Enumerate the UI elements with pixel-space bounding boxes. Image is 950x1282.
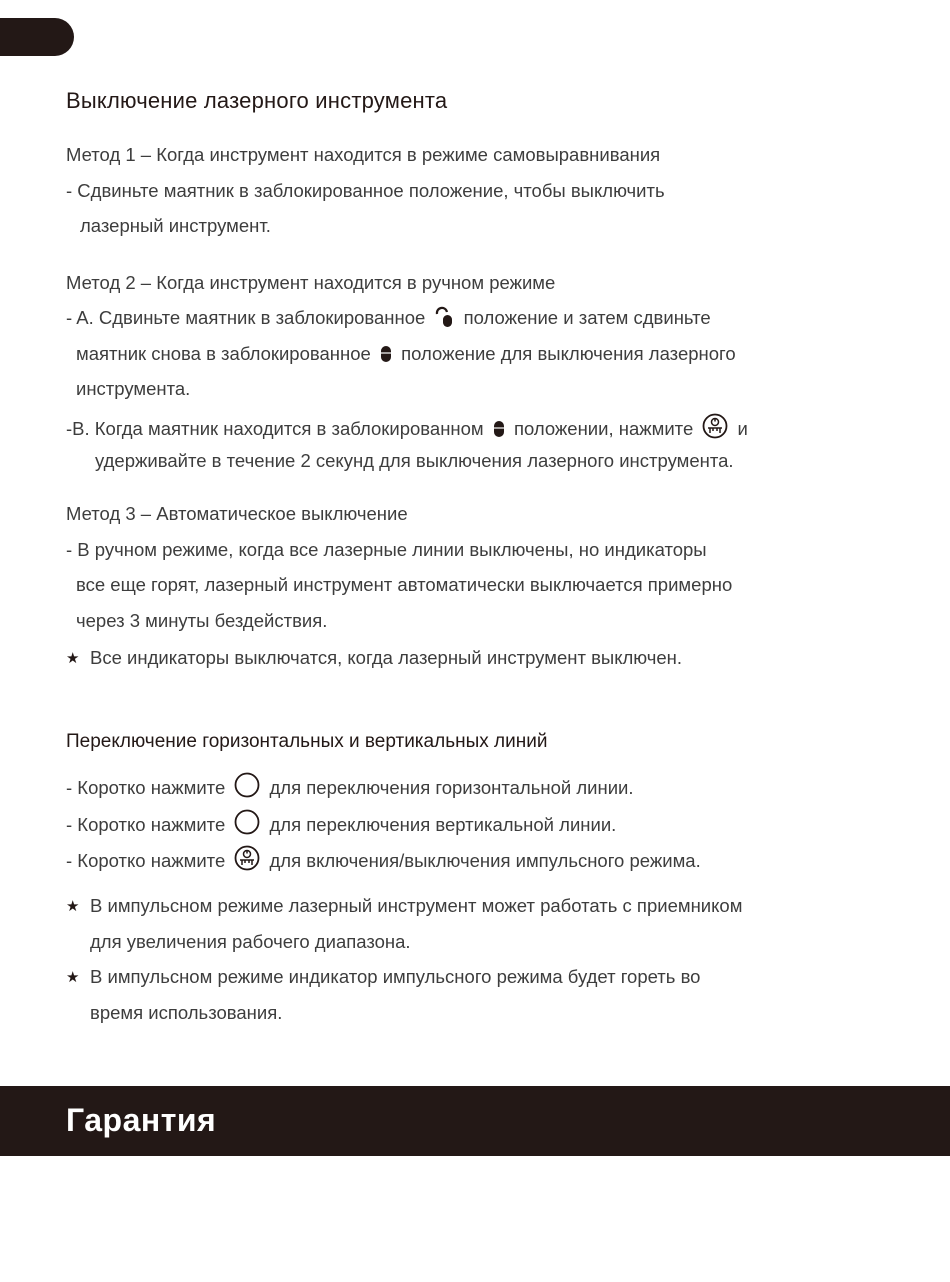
switch-note2-text: В импульсном режиме индикатор импульсного режима будет гореть во bbox=[90, 966, 701, 987]
page-tab-marker bbox=[0, 18, 74, 56]
switch-note2-line1 bbox=[66, 965, 700, 990]
circle-button-icon bbox=[234, 809, 260, 841]
method3-note-text: Все индикаторы выключатся, когда лазерный инструмент выключен. bbox=[90, 647, 683, 668]
method2-b-line1-mid: положении, нажмите bbox=[513, 418, 694, 439]
pulse-button-icon bbox=[702, 413, 728, 445]
method2-a-line1-post: положение и затем сдвиньте bbox=[463, 307, 711, 328]
switch-item-pre: - Коротко нажмите bbox=[66, 814, 226, 835]
method2-a-line2-post: положение для выключения лазерного bbox=[401, 343, 736, 364]
section-title: Выключение лазерного инструмента bbox=[66, 88, 448, 113]
switch-item-3 bbox=[66, 845, 701, 877]
locked-pendulum-icon bbox=[380, 344, 392, 370]
method2-a-line2-pre: маятник снова в заблокированное bbox=[76, 343, 371, 364]
switch-item-post: для включения/выключения импульсного режима. bbox=[269, 850, 701, 871]
switch-note2-line2: время использования. bbox=[90, 1002, 283, 1023]
switch-item-post: для переключения вертикальной линии. bbox=[269, 814, 617, 835]
method2-b-line1 bbox=[66, 413, 748, 445]
circle-button-icon bbox=[234, 772, 260, 804]
method1-line2: лазерный инструмент. bbox=[80, 215, 271, 236]
switch-item-pre: - Коротко нажмите bbox=[66, 850, 226, 871]
method2-b-line1-pre: -B. Когда маятник находится в заблокированном bbox=[66, 418, 484, 439]
method3-note bbox=[66, 646, 682, 671]
switch-item-2 bbox=[66, 809, 616, 841]
method1-title: Метод 1 – Когда инструмент находится в режиме самовыравнивания bbox=[66, 144, 661, 165]
star-icon: ★ bbox=[66, 650, 80, 667]
pulse-button-icon bbox=[234, 845, 260, 877]
method2-b-line2: удерживайте в течение 2 секунд для выключения лазерного инструмента. bbox=[95, 450, 734, 471]
method3-line2: все еще горят, лазерный инструмент автоматически выключается примерно bbox=[76, 574, 733, 595]
switch-note1-line1 bbox=[66, 894, 742, 919]
switch-item-post: для переключения горизонтальной линии. bbox=[269, 777, 634, 798]
method3-line3: через 3 минуты бездействия. bbox=[76, 610, 328, 631]
switch-item-1 bbox=[66, 772, 634, 804]
star-icon: ★ bbox=[66, 898, 80, 915]
switch-item-pre: - Коротко нажмите bbox=[66, 777, 226, 798]
warranty-title: Гарантия bbox=[66, 1102, 217, 1138]
method2-a-line1 bbox=[66, 306, 711, 334]
method2-a-line2 bbox=[76, 342, 736, 370]
method3-line1: - В ручном режиме, когда все лазерные линии выключены, но индикаторы bbox=[66, 539, 707, 560]
method1-line1: - Сдвиньте маятник в заблокированное положение, чтобы выключить bbox=[66, 180, 665, 201]
switch-note1-text: В импульсном режиме лазерный инструмент может работать с приемником bbox=[90, 895, 743, 916]
method2-b-line1-post: и bbox=[737, 418, 748, 439]
locked-pendulum-icon bbox=[493, 419, 505, 445]
method3-title: Метод 3 – Автоматическое выключение bbox=[66, 503, 408, 524]
unlocked-pendulum-icon bbox=[434, 306, 454, 334]
switch-section-title: Переключение горизонтальных и вертикальных линий bbox=[66, 731, 548, 752]
method2-a-line3: инструмента. bbox=[76, 378, 191, 399]
switch-note1-line2: для увеличения рабочего диапазона. bbox=[90, 931, 411, 952]
method2-a-line1-pre: - A. Сдвиньте маятник в заблокированное bbox=[66, 307, 426, 328]
warranty-banner bbox=[0, 1086, 950, 1156]
method2-title: Метод 2 – Когда инструмент находится в ручном режиме bbox=[66, 272, 556, 293]
star-icon: ★ bbox=[66, 969, 80, 986]
